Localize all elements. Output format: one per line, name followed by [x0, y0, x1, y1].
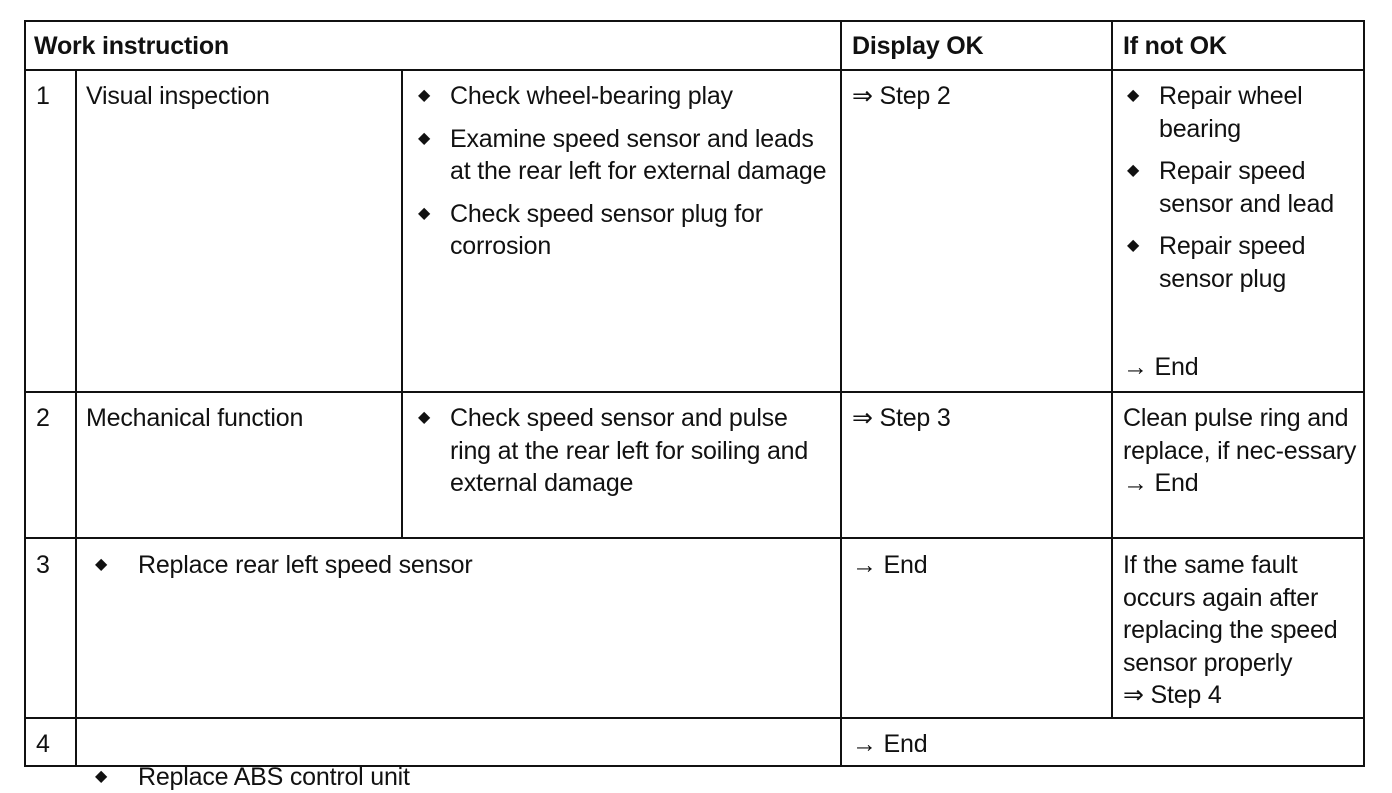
if-not-ok-end: → End: [1123, 351, 1198, 384]
col-divider: [75, 69, 77, 765]
display-ok-value: ⇒ Step 2: [852, 80, 951, 113]
list-item: ◆ Examine speed sensor and leads at the rear left for external damage: [414, 123, 834, 188]
row-divider: [26, 717, 1363, 719]
list-item: ◆ Repair speed sensor and lead: [1123, 155, 1361, 220]
step-actions: [414, 402, 834, 510]
display-ok-value: ⇒ Step 3: [852, 402, 951, 435]
bullet-icon: ◆: [88, 761, 114, 793]
if-not-ok-cell: [1123, 80, 1361, 389]
step-number: 4: [36, 728, 50, 761]
bullet-icon: ◆: [1123, 230, 1143, 263]
step-number: 1: [36, 80, 50, 113]
header-display-ok: Display OK: [852, 30, 983, 63]
step-title: Mechanical function: [86, 402, 303, 435]
if-not-ok-end: ⇒ Step 4: [1123, 679, 1359, 712]
list-item: ◆ Check speed sensor plug for corrosion: [414, 198, 834, 263]
if-not-ok-text: Clean pulse ring and replace, if nec-essary → End: [1123, 402, 1359, 500]
bullet-icon: ◆: [414, 80, 434, 113]
if-not-ok-text: If the same fault occurs again after replacing the speed sensor properly ⇒ Step 4: [1123, 549, 1359, 712]
bullet-icon: ◆: [414, 123, 434, 156]
bullet-icon: ◆: [1123, 155, 1143, 188]
row-divider: [26, 391, 1363, 393]
list-item: ◆ Repair speed sensor plug: [1123, 230, 1361, 295]
display-ok-value: → End: [852, 728, 927, 761]
step-number: 3: [36, 549, 50, 582]
display-ok-value: → End: [852, 549, 927, 582]
col-divider: [1111, 22, 1113, 717]
step-action: ◆ Replace rear left speed sensor: [88, 549, 828, 582]
step-number: 2: [36, 402, 50, 435]
bullet-icon: ◆: [1123, 80, 1143, 113]
step-action: ◆ Replace ABS control unit: [88, 761, 828, 793]
step-title: Visual inspection: [86, 80, 270, 113]
if-not-ok-end: → End: [1123, 467, 1359, 500]
col-divider: [401, 69, 403, 537]
list-item: ◆ Repair wheel bearing: [1123, 80, 1361, 145]
bullet-icon: ◆: [414, 402, 434, 435]
row-divider: [26, 537, 1363, 539]
list-item: ◆ Check wheel-bearing play: [414, 80, 834, 113]
bullet-icon: ◆: [88, 549, 114, 582]
work-instruction-table: [24, 20, 1365, 767]
row-divider: [26, 69, 1363, 71]
header-if-not-ok: If not OK: [1123, 30, 1227, 63]
header-work-instruction: Work instruction: [34, 30, 229, 63]
list-item: ◆ Check speed sensor and pulse ring at the rear left for soiling and external damage: [414, 402, 834, 500]
bullet-icon: ◆: [414, 198, 434, 231]
col-divider: [840, 22, 842, 765]
step-actions: [414, 80, 834, 273]
